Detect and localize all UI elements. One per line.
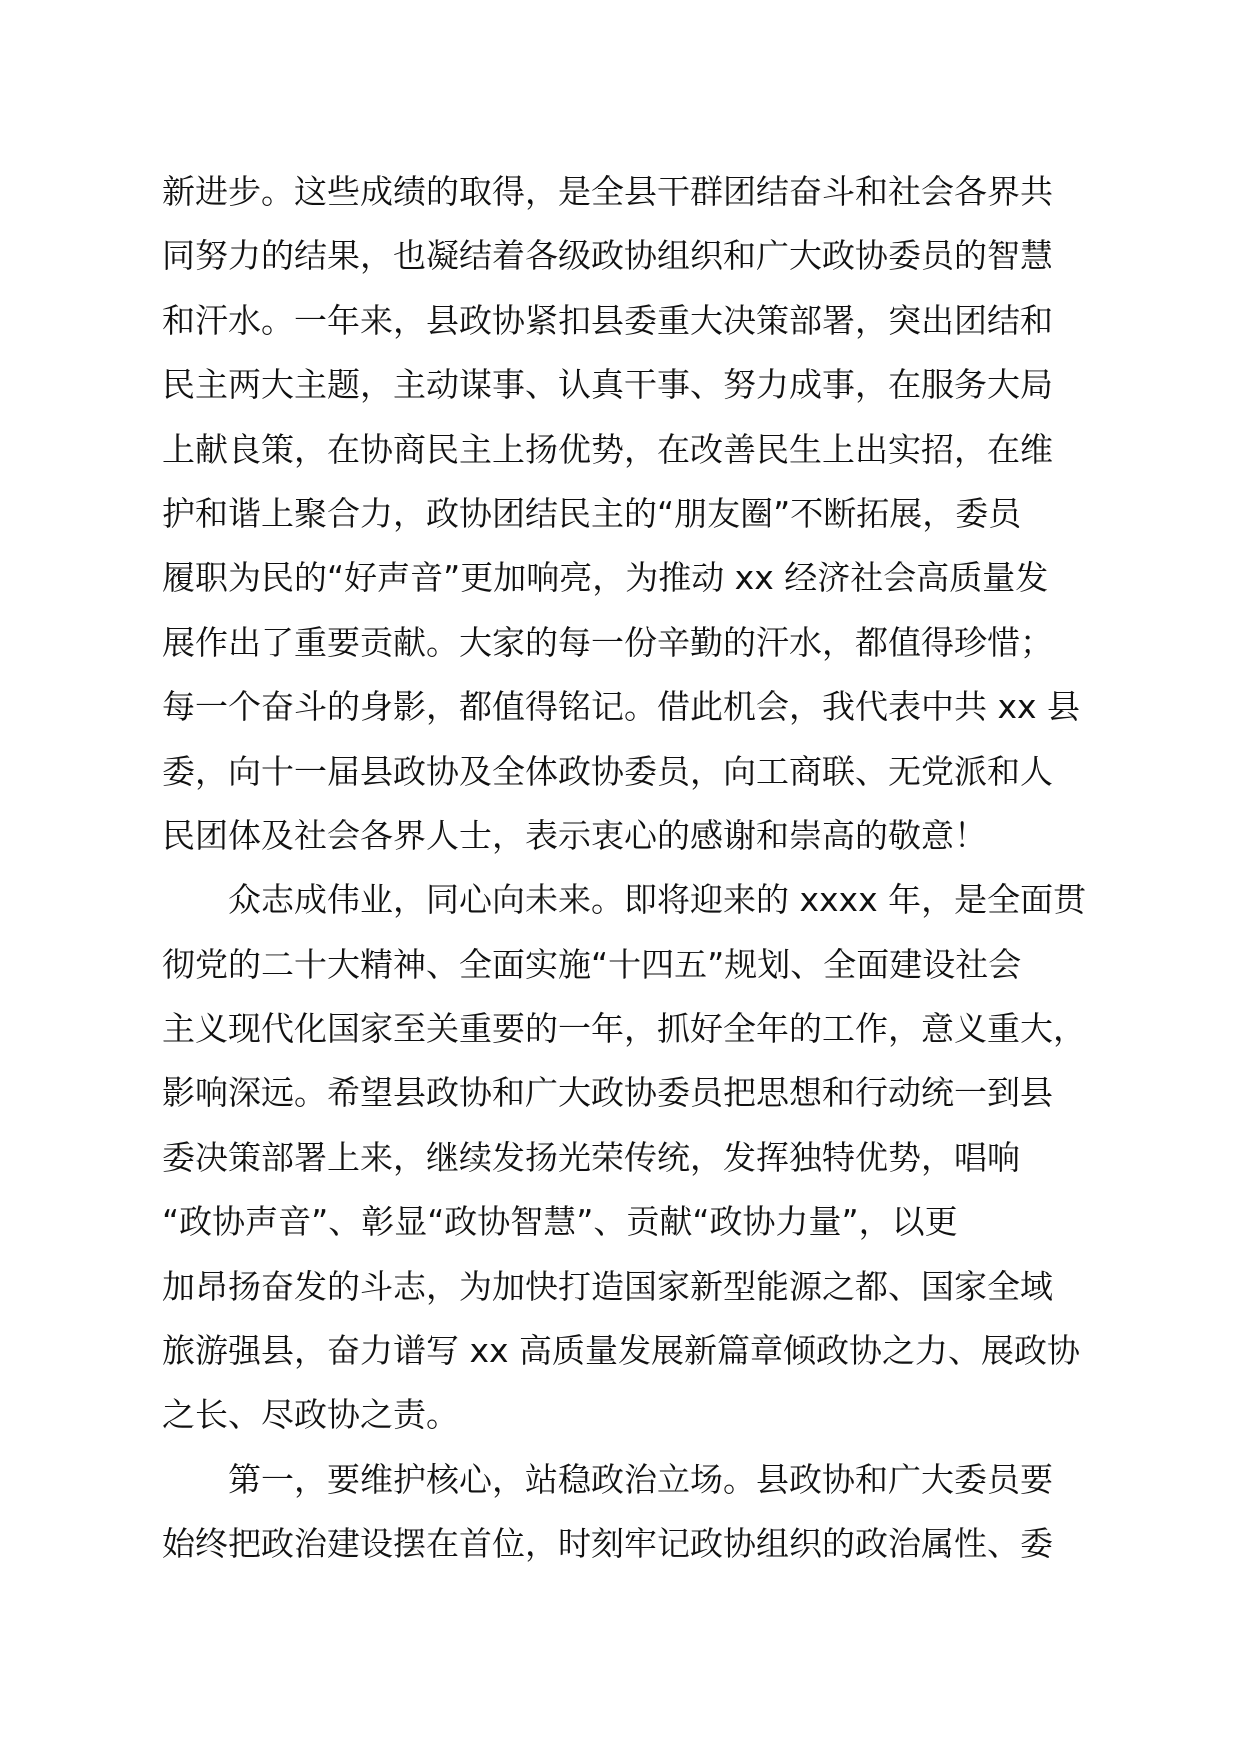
text-line: 之长、尽政协之责。	[162, 1395, 459, 1435]
text-line: 影响深远。希望县政协和广大政协委员把思想和行动统一到县	[162, 1073, 1053, 1113]
paragraph-start-line: 第一，要维护核心，站稳政治立场。县政协和广大委员要	[228, 1459, 1053, 1499]
text-line: 上献良策，在协商民主上扬优势，在改善民生上出实招，在维	[162, 429, 1053, 469]
paragraph-start-line: 众志成伟业，同心向未来。即将迎来的 xxxx 年，是全面贯	[228, 880, 1087, 920]
text-line: “政协声音”、彰显“政协智慧”、贡献“政协力量”，以更	[162, 1202, 958, 1242]
text-line: 每一个奋斗的身影，都值得铭记。借此机会，我代表中共 xx 县	[162, 687, 1081, 727]
text-line: 展作出了重要贡献。大家的每一份辛勤的汗水，都值得珍惜；	[162, 622, 1053, 662]
text-line: 加昂扬奋发的斗志，为加快打造国家新型能源之都、国家全域	[162, 1266, 1053, 1306]
text-line: 始终把政治建设摆在首位，时刻牢记政协组织的政治属性、委	[162, 1524, 1053, 1564]
text-line: 和汗水。一年来，县政协紧扣县委重大决策部署，突出团结和	[162, 300, 1053, 340]
document-body	[162, 160, 1122, 1577]
text-line: 民主两大主题，主动谋事、认真干事、努力成事，在服务大局	[162, 365, 1053, 405]
text-line: 新进步。这些成绩的取得，是全县干群团结奋斗和社会各界共	[162, 172, 1053, 211]
text-line: 民团体及社会各界人士，表示衷心的感谢和崇高的敬意！	[162, 815, 987, 855]
text-line: 主义现代化国家至关重要的一年，抓好全年的工作，意义重大，	[162, 1009, 1086, 1049]
text-line: 委决策部署上来，继续发扬光荣传统，发挥独特优势，唱响	[162, 1137, 1020, 1177]
text-line: 委，向十一届县政协及全体政协委员，向工商联、无党派和人	[162, 751, 1053, 791]
text-line: 同努力的结果，也凝结着各级政协组织和广大政协委员的智慧	[162, 236, 1053, 276]
text-line: 履职为民的“好声音”更加响亮，为推动 xx 经济社会高质量发	[162, 558, 1049, 598]
text-line: 护和谐上聚合力，政协团结民主的“朋友圈”不断拓展，委员	[162, 493, 1022, 533]
text-line: 彻党的二十大精神、全面实施“十四五”规划、全面建设社会	[162, 944, 1022, 984]
text-line: 旅游强县，奋力谱写 xx 高质量发展新篇章倾政协之力、展政协	[162, 1331, 1081, 1371]
